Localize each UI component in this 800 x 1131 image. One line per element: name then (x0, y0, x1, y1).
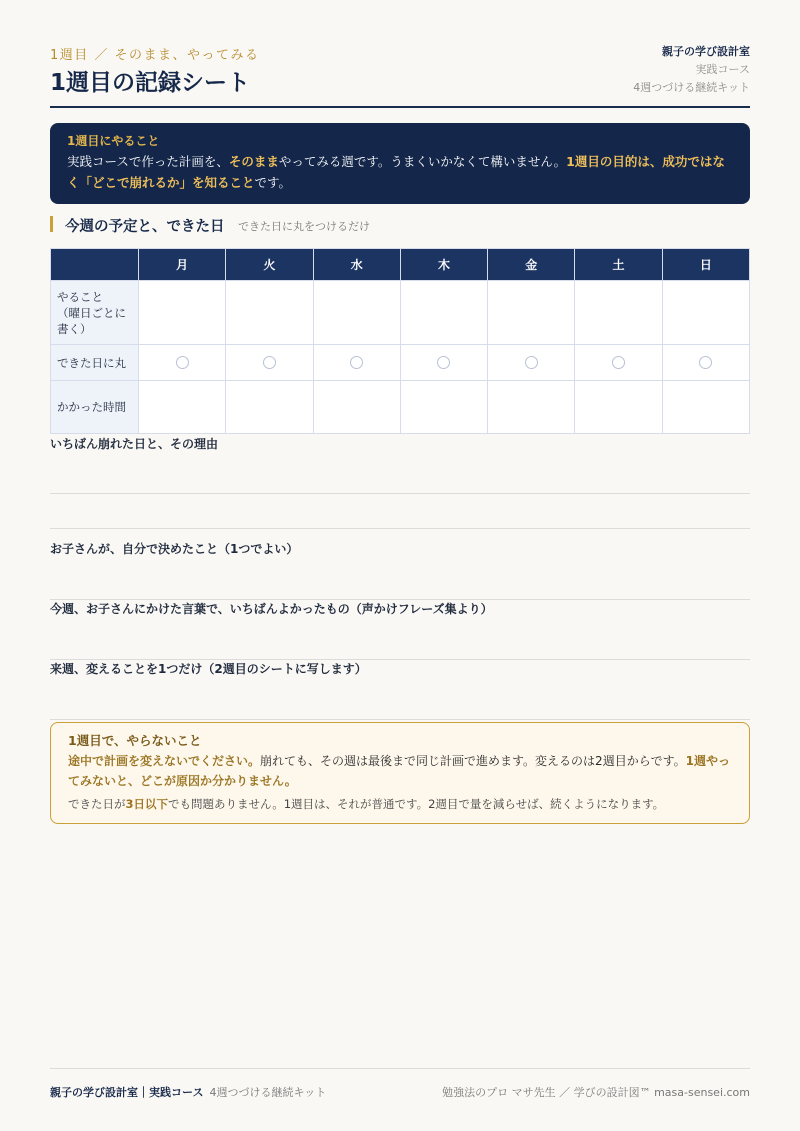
weekly-tracker-table (50, 248, 750, 434)
note-bold-2: 1週やってみないと、どこが原因か分かりません。 (68, 754, 730, 788)
day-header-sun: 日 (662, 249, 749, 281)
task-cell[interactable] (575, 281, 662, 345)
time-cell[interactable] (400, 381, 487, 434)
dont-do-note (50, 722, 750, 824)
day-header-fri: 金 (488, 249, 575, 281)
note-body-2 (68, 795, 732, 813)
question-label: いちばん崩れた日と、その理由 (50, 437, 219, 451)
day-header-thu: 木 (400, 249, 487, 281)
intro-text-3: です。 (254, 175, 292, 190)
brand-name: 親子の学び設計室 (662, 45, 750, 58)
worksheet-page (50, 40, 750, 811)
row-label-done: できた日に丸 (51, 345, 139, 381)
task-cell[interactable] (313, 281, 400, 345)
footer-left (50, 1084, 326, 1100)
done-circle[interactable] (525, 356, 538, 369)
note-bold-1: 途中で計画を変えないでください。 (68, 754, 261, 768)
question-label: 来週、変えることを1つだけ（2週目のシートに写します） (50, 662, 367, 676)
table-row-tasks (51, 281, 750, 345)
intro-highlight-1: そのまま (228, 154, 279, 169)
day-header-sat: 土 (575, 249, 662, 281)
done-circle[interactable] (176, 356, 189, 369)
task-cell[interactable] (400, 281, 487, 345)
done-cell (139, 345, 226, 381)
page-header (50, 40, 750, 108)
question-best-words[interactable] (50, 600, 750, 660)
row-label-tasks: やること （曜日ごとに 書く） (51, 281, 139, 345)
done-circle[interactable] (350, 356, 363, 369)
task-cell[interactable] (662, 281, 749, 345)
done-cell (662, 345, 749, 381)
time-cell[interactable] (226, 381, 313, 434)
question-label: 今週、お子さんにかけた言葉で、いちばんよかったもの（声かけフレーズ集より） (50, 602, 493, 616)
footer-kit: 4週つづける継続キット (209, 1086, 327, 1099)
done-cell (313, 345, 400, 381)
note-bold-3: 3日以下 (125, 797, 169, 811)
page-title: 1週目の記録シート (50, 70, 251, 96)
note-body-1 (68, 751, 732, 791)
table-corner-cell (51, 249, 139, 281)
table-header-row (51, 249, 750, 281)
done-cell (575, 345, 662, 381)
question-next-change[interactable] (50, 660, 750, 720)
note-title: 1週目で、やらないこと (68, 733, 202, 748)
brand-block (633, 43, 750, 97)
done-circle[interactable] (437, 356, 450, 369)
note-text-2c: でも問題ありません。1週目は、それが普通です。2週目で量を減らせば、続くようになります。 (168, 797, 665, 811)
intro-box (50, 123, 750, 204)
done-circle[interactable] (612, 356, 625, 369)
brand-course: 実践コース (695, 63, 750, 76)
intro-text (67, 151, 733, 193)
table-row-done (51, 345, 750, 381)
intro-text-2: やってみる週です。うまくいかなくて構いません。 (278, 154, 567, 169)
question-child-decision[interactable] (50, 540, 750, 600)
note-text-1: 崩れても、その週は最後まで同じ計画で進めます。変えるのは2週目からです。 (260, 754, 686, 768)
footer-right: 勉強法のプロ マサ先生 ／ 学びの設計図™ masa-sensei.com (442, 1086, 750, 1099)
answer-line (50, 528, 750, 529)
time-cell[interactable] (313, 381, 400, 434)
intro-title: 1週目にやること (67, 134, 160, 148)
time-cell[interactable] (662, 381, 749, 434)
section-title: 今週の予定と、できた日 (65, 219, 225, 235)
done-cell (226, 345, 313, 381)
done-circle[interactable] (699, 356, 712, 369)
task-cell[interactable] (488, 281, 575, 345)
section-accent-bar (50, 216, 53, 232)
time-cell[interactable] (139, 381, 226, 434)
task-cell[interactable] (139, 281, 226, 345)
time-cell[interactable] (488, 381, 575, 434)
week-eyebrow: 1週目 ／ そのまま、やってみる (50, 48, 260, 63)
row-label-time: かかった時間 (51, 381, 139, 434)
brand-kit: 4週つづける継続キット (633, 81, 750, 94)
section-note: できた日に丸をつけるだけ (238, 220, 370, 233)
done-cell (488, 345, 575, 381)
question-label: お子さんが、自分で決めたこと（1つでよい） (50, 542, 299, 556)
day-header-tue: 火 (226, 249, 313, 281)
task-cell[interactable] (226, 281, 313, 345)
note-text-2a: できた日が (68, 797, 126, 811)
footer-brand: 親子の学び設計室｜実践コース (50, 1086, 204, 1099)
question-worst-day[interactable] (50, 435, 750, 494)
page-footer (50, 1068, 750, 1108)
done-circle[interactable] (263, 356, 276, 369)
day-header-mon: 月 (139, 249, 226, 281)
intro-text-1: 実践コースで作った計画を、 (67, 154, 229, 169)
time-cell[interactable] (575, 381, 662, 434)
day-header-wed: 水 (313, 249, 400, 281)
table-row-time (51, 381, 750, 434)
done-cell (400, 345, 487, 381)
intro-highlight-2: 1週目の目的は、成功ではなく「どこで崩れるか」を知ること (67, 154, 725, 190)
